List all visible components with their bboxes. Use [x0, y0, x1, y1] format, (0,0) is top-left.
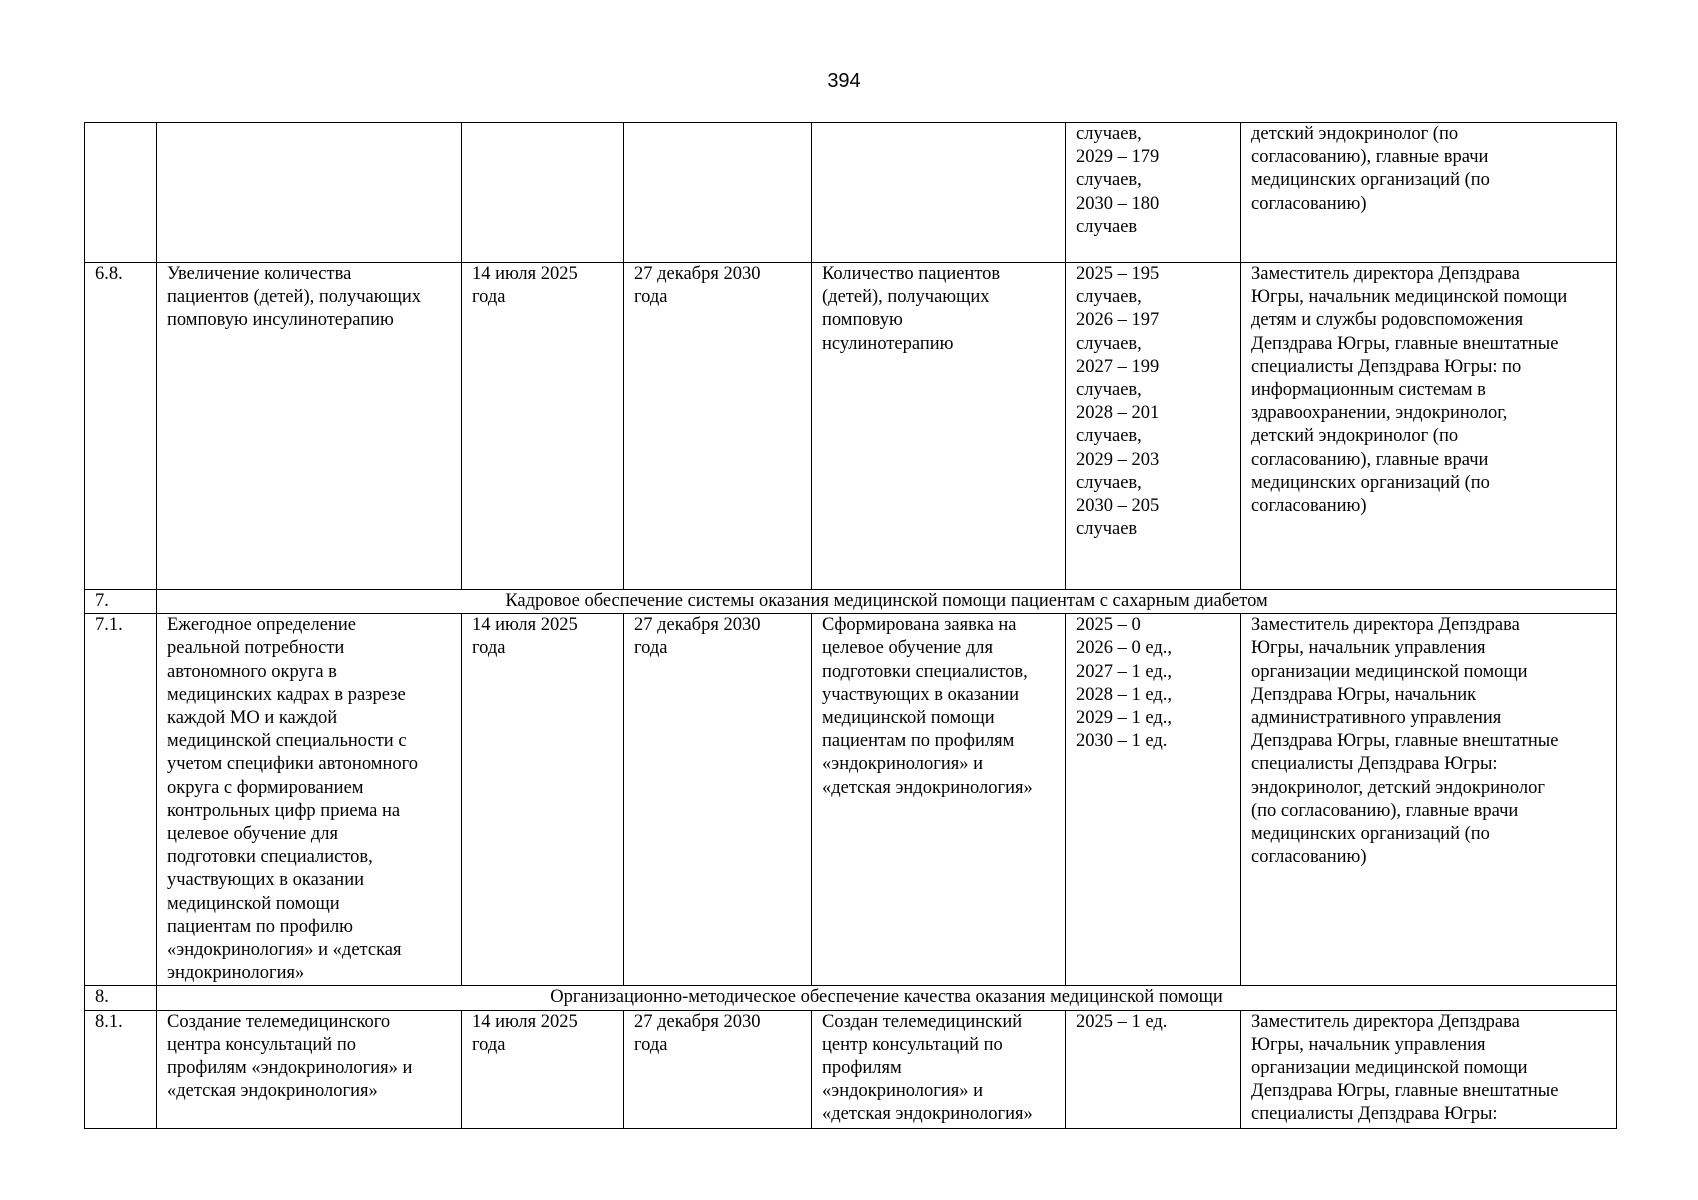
activities-table	[84, 122, 1617, 1129]
start-date: 14 июля 2025 года	[462, 614, 624, 986]
row-number: 7.1.	[85, 614, 157, 986]
row-number: 6.8.	[85, 263, 157, 590]
end-date: 27 декабря 2030 года	[624, 1010, 812, 1128]
section-title: Кадровое обеспечение системы оказания медицинской помощи пациентам с сахарным диабетом	[157, 590, 1617, 614]
activity-name: Увеличение количества пациентов (детей), получающих помповую инсулинотерапию	[157, 263, 462, 590]
end-date: 27 декабря 2030 года	[624, 614, 812, 986]
start-date	[462, 123, 624, 263]
responsible-persons: Заместитель директора Депздрава Югры, начальник управления организации медицинской помощи Депздрава Югры, главные внештатные специалисты Депздрава Югры:	[1241, 1010, 1617, 1128]
expected-result	[812, 123, 1066, 263]
activity-name	[157, 123, 462, 263]
row-number	[85, 123, 157, 263]
table-row	[85, 1010, 1617, 1128]
expected-result: Создан телемедицинский центр консультаций по профилям «эндокринология» и «детская эндокринология»	[812, 1010, 1066, 1128]
table-row	[85, 263, 1617, 590]
section-number: 7.	[85, 590, 157, 614]
section-row	[85, 986, 1617, 1010]
page-number: 394	[827, 70, 861, 92]
table-row	[85, 614, 1617, 986]
start-date: 14 июля 2025 года	[462, 263, 624, 590]
responsible-persons: детский эндокринолог (по согласованию), главные врачи медицинских организаций (по согласованию)	[1241, 123, 1617, 263]
start-date: 14 июля 2025 года	[462, 1010, 624, 1128]
expected-result: Сформирована заявка на целевое обучение для подготовки специалистов, участвующих в оказании медицинской помощи пациентам по профилям «эндокринология» и «детская эндокринология»	[812, 614, 1066, 986]
row-number: 8.1.	[85, 1010, 157, 1128]
section-number: 8.	[85, 986, 157, 1010]
section-row	[85, 590, 1617, 614]
activity-name: Ежегодное определение реальной потребности автономного округа в медицинских кадрах в разрезе каждой МО и каждой медицинской специальности с учетом специфики автономного округа с формированием контрольных цифр приема на целевое обучение для подготовки специалистов, участвующих в оказании медицинской помощи пациентам по профилю «эндокринология» и «детская эндокринология»	[157, 614, 462, 986]
responsible-persons: Заместитель директора Депздрава Югры, начальник медицинской помощи детям и службы родовспоможения Депздрава Югры, главные внештатные специалисты Депздрава Югры: по информационным системам в здравоохранении, эндокринолог, детский эндокринолог (по согласованию), главные врачи медицинских организаций (по согласованию)	[1241, 263, 1617, 590]
section-title: Организационно-методическое обеспечение качества оказания медицинской помощи	[157, 986, 1617, 1010]
target-values: 2025 – 1 ед.	[1066, 1010, 1241, 1128]
target-values: случаев, 2029 – 179 случаев, 2030 – 180 случаев	[1066, 123, 1241, 263]
end-date: 27 декабря 2030 года	[624, 263, 812, 590]
end-date	[624, 123, 812, 263]
responsible-persons: Заместитель директора Депздрава Югры, начальник управления организации медицинской помощи Депздрава Югры, начальник административного управления Депздрава Югры, главные внештатные специалисты Депздрава Югры: эндокринолог, детский эндокринолог (по согласованию), главные врачи медицинских организаций (по согласованию)	[1241, 614, 1617, 986]
activity-name: Создание телемедицинского центра консультаций по профилям «эндокринология» и «детская эндокринология»	[157, 1010, 462, 1128]
target-values: 2025 – 195 случаев, 2026 – 197 случаев, 2027 – 199 случаев, 2028 – 201 случаев, 2029 – 203 случаев, 2030 – 205 случаев	[1066, 263, 1241, 590]
expected-result: Количество пациентов (детей), получающих помповую нсулинотерапию	[812, 263, 1066, 590]
target-values: 2025 – 0 2026 – 0 ед., 2027 – 1 ед., 2028 – 1 ед., 2029 – 1 ед., 2030 – 1 ед.	[1066, 614, 1241, 986]
table-row	[85, 123, 1617, 263]
